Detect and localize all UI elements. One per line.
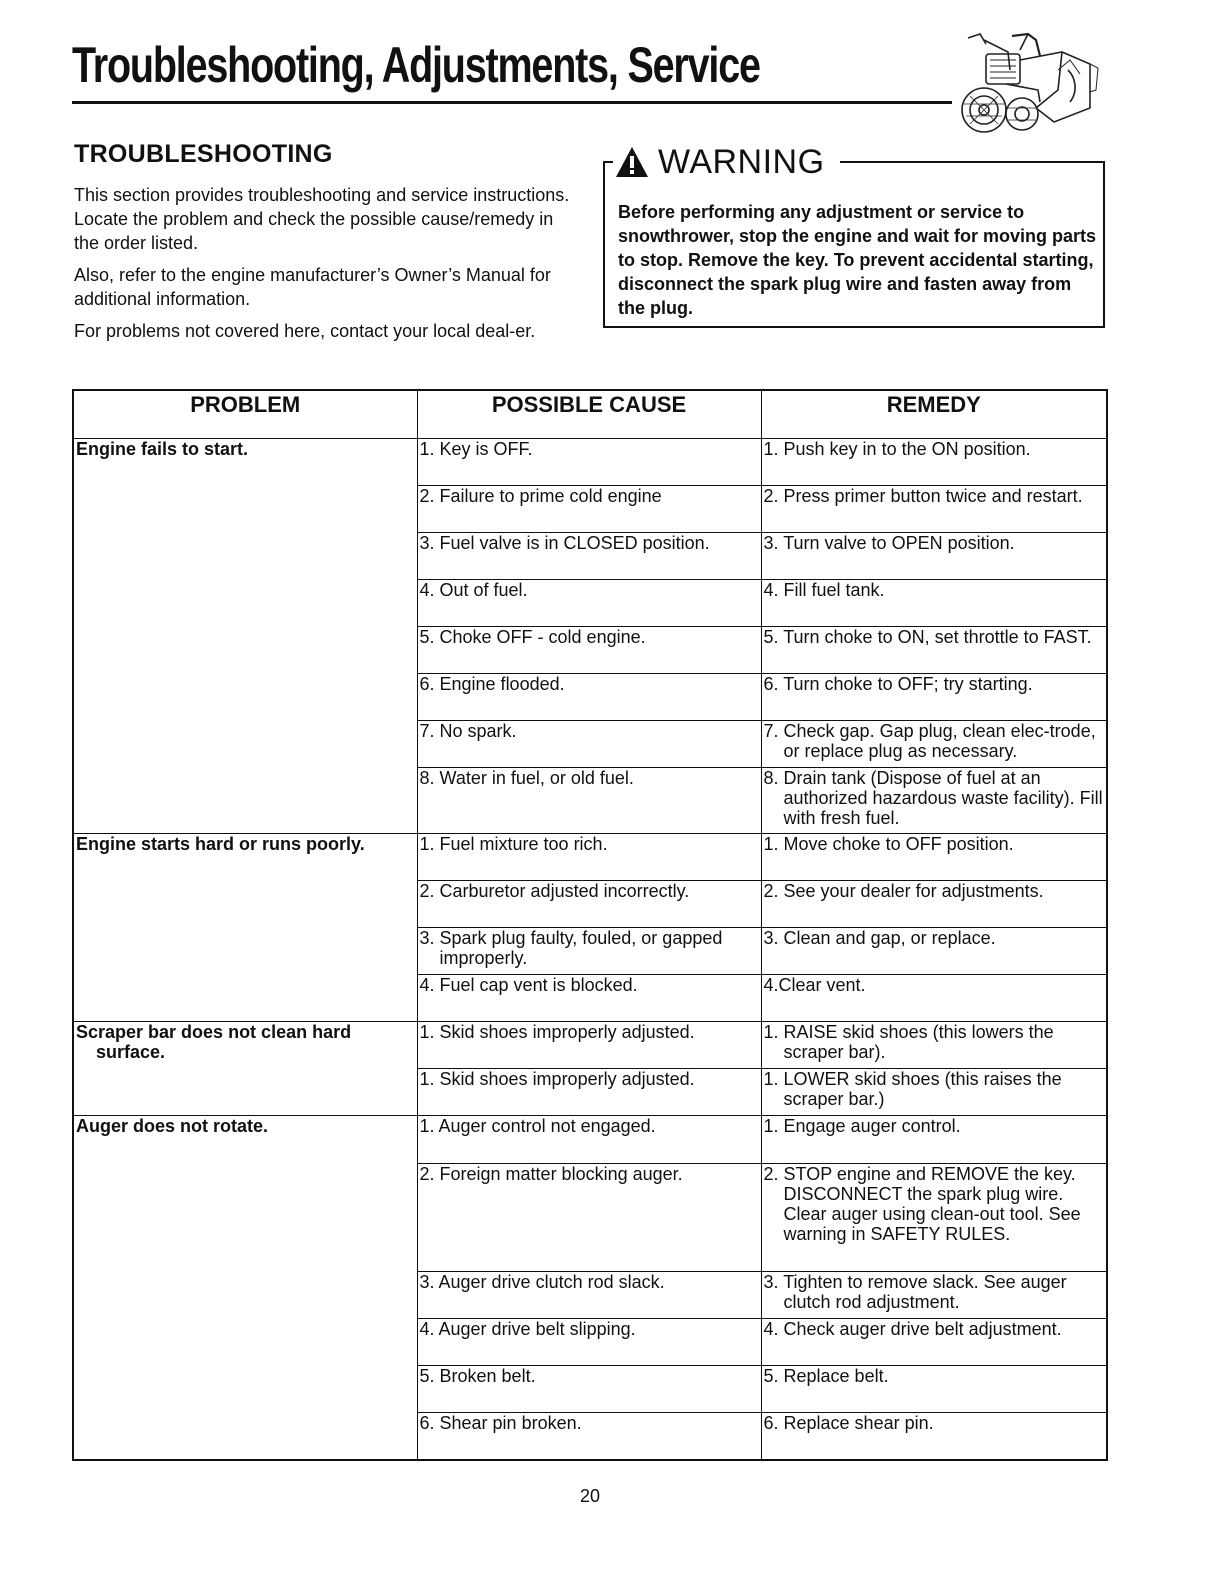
remedy-cell: 1. Push key in to the ON position. <box>761 439 1107 486</box>
cause-cell: 1. Fuel mixture too rich. <box>417 834 761 881</box>
page-title: Troubleshooting, Adjustments, Service <box>72 37 760 93</box>
remedy-cell: 1. LOWER skid shoes (this raises the scraper bar.) <box>761 1069 1107 1116</box>
remedy-cell: 6. Turn choke to OFF; try starting. <box>761 674 1107 721</box>
cause-cell: 3. Fuel valve is in CLOSED position. <box>417 533 761 580</box>
remedy-cell: 4. Check auger drive belt adjustment. <box>761 1318 1107 1365</box>
problem-cell: Scraper bar does not clean hard surface. <box>73 1022 417 1116</box>
remedy-cell: 4.Clear vent. <box>761 975 1107 1022</box>
warning-box-border <box>603 161 613 163</box>
problem-cell: Engine fails to start. <box>73 439 417 834</box>
troubleshooting-table <box>72 389 1108 1461</box>
cause-cell: 1. Key is OFF. <box>417 439 761 486</box>
remedy-cell: 1. RAISE skid shoes (this lowers the scraper bar). <box>761 1022 1107 1069</box>
remedy-cell: 3. Turn valve to OPEN position. <box>761 533 1107 580</box>
cause-cell: 5. Choke OFF - cold engine. <box>417 627 761 674</box>
table-row <box>73 1022 1107 1069</box>
column-header-cause: POSSIBLE CAUSE <box>417 390 761 439</box>
remedy-cell: 2. STOP engine and REMOVE the key. DISCONNECT the spark plug wire. Clear auger using clean-out tool. See warning in SAFETY RULES. <box>761 1163 1107 1271</box>
remedy-cell: 5. Turn choke to ON, set throttle to FAST. <box>761 627 1107 674</box>
cause-cell: 2. Failure to prime cold engine <box>417 486 761 533</box>
cause-cell: 4. Fuel cap vent is blocked. <box>417 975 761 1022</box>
column-header-remedy: REMEDY <box>761 390 1107 439</box>
warning-text: Before performing any adjustment or service to snowthrower, stop the engine and wait for moving parts to stop. Remove the key. To prevent accidental starting, disconnect the spark plug wire and fasten away from the plug. <box>618 202 1097 318</box>
intro-paragraph: This section provides troubleshooting and service instructions. Locate the problem and check the possible cause/remedy in the order listed. <box>74 185 570 253</box>
table-row <box>73 439 1107 486</box>
remedy-cell: 5. Replace belt. <box>761 1365 1107 1412</box>
table-row <box>73 834 1107 881</box>
remedy-cell: 3. Tighten to remove slack. See auger clutch rod adjustment. <box>761 1271 1107 1318</box>
intro-paragraph: Also, refer to the engine manufacturer’s Owner’s Manual for additional information. <box>74 265 551 309</box>
cause-cell: 1. Auger control not engaged. <box>417 1116 761 1163</box>
remedy-cell: 3. Clean and gap, or replace. <box>761 928 1107 975</box>
remedy-cell: 4. Fill fuel tank. <box>761 580 1107 627</box>
cause-cell: 1. Skid shoes improperly adjusted. <box>417 1022 761 1069</box>
intro-paragraph: For problems not covered here, contact your local deal-er. <box>74 321 536 341</box>
problem-cell: Engine starts hard or runs poorly. <box>73 834 417 1022</box>
title-rule <box>72 101 952 104</box>
cause-cell: 6. Engine flooded. <box>417 674 761 721</box>
section-heading: TROUBLESHOOTING <box>74 140 333 168</box>
intro-text <box>74 183 574 351</box>
remedy-cell: 1. Engage auger control. <box>761 1116 1107 1163</box>
page-number: 20 <box>579 1486 601 1506</box>
cause-cell: 3. Auger drive clutch rod slack. <box>417 1271 761 1318</box>
warning-header <box>614 142 825 182</box>
cause-cell: 2. Carburetor adjusted incorrectly. <box>417 881 761 928</box>
cause-cell: 8. Water in fuel, or old fuel. <box>417 768 761 834</box>
cause-cell: 5. Broken belt. <box>417 1365 761 1412</box>
cause-cell: 6. Shear pin broken. <box>417 1412 761 1460</box>
cause-cell: 4. Auger drive belt slipping. <box>417 1318 761 1365</box>
warning-box-border <box>840 161 1105 163</box>
remedy-cell: 2. See your dealer for adjustments. <box>761 881 1107 928</box>
remedy-cell: 7. Check gap. Gap plug, clean elec-trode, or replace plug as necessary. <box>761 721 1107 768</box>
remedy-cell: 2. Press primer button twice and restart. <box>761 486 1107 533</box>
snowthrower-illustration-icon <box>950 30 1100 142</box>
cause-cell: 3. Spark plug faulty, fouled, or gapped improperly. <box>417 928 761 975</box>
cause-cell: 2. Foreign matter blocking auger. <box>417 1163 761 1271</box>
remedy-cell: 1. Move choke to OFF position. <box>761 834 1107 881</box>
problem-cell: Auger does not rotate. <box>73 1116 417 1460</box>
warning-label: WARNING <box>658 142 825 181</box>
remedy-cell: 8. Drain tank (Dispose of fuel at an authorized hazardous waste facility). Fill with fresh fuel. <box>761 768 1107 834</box>
cause-cell: 7. No spark. <box>417 721 761 768</box>
remedy-cell: 6. Replace shear pin. <box>761 1412 1107 1460</box>
warning-triangle-icon <box>614 145 650 179</box>
cause-cell: 1. Skid shoes improperly adjusted. <box>417 1069 761 1116</box>
table-row <box>73 1116 1107 1163</box>
table-header-row <box>73 390 1107 439</box>
cause-cell: 4. Out of fuel. <box>417 580 761 627</box>
column-header-problem: PROBLEM <box>73 390 417 439</box>
